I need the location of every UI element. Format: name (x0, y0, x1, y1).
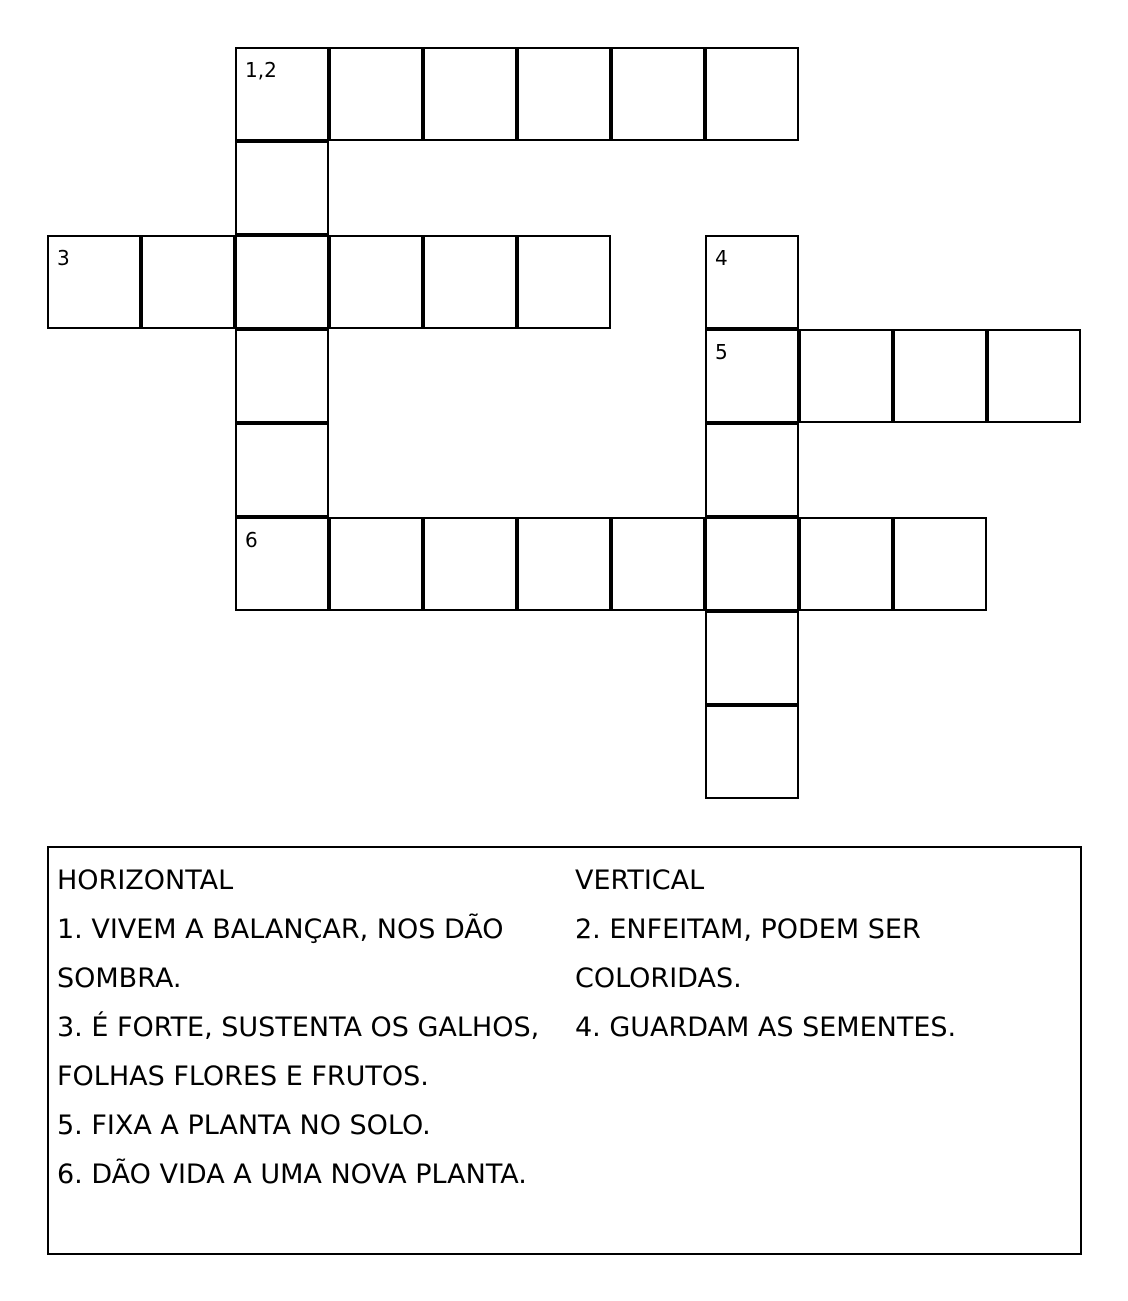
crossword-cell[interactable] (423, 517, 517, 611)
crossword-cell[interactable] (705, 423, 799, 517)
crossword-cell[interactable] (799, 517, 893, 611)
horizontal-heading: HORIZONTAL (57, 865, 234, 896)
clues-box (47, 846, 1082, 1255)
crossword-cell[interactable] (235, 235, 329, 329)
vertical-clue-line: COLORIDAS. (575, 963, 742, 994)
crossword-cell[interactable] (517, 47, 611, 141)
crossword-cell[interactable] (47, 235, 141, 329)
crossword-cell[interactable] (517, 517, 611, 611)
crossword-cell[interactable] (235, 329, 329, 423)
crossword-cell[interactable] (893, 329, 987, 423)
crossword-cell[interactable] (799, 329, 893, 423)
crossword-cell[interactable] (705, 235, 799, 329)
crossword-cell[interactable] (329, 517, 423, 611)
horizontal-clues (57, 856, 557, 1199)
crossword-cell[interactable] (235, 423, 329, 517)
crossword-cell[interactable] (235, 517, 329, 611)
crossword-cell[interactable] (705, 517, 799, 611)
crossword-cell[interactable] (329, 47, 423, 141)
vertical-heading: VERTICAL (575, 865, 705, 896)
vertical-clue-line: 2. ENFEITAM, PODEM SER (575, 914, 921, 945)
crossword-cell[interactable] (423, 47, 517, 141)
clue-number: 1,2 (245, 58, 277, 82)
crossword-cell[interactable] (987, 329, 1081, 423)
vertical-clue-line: 4. GUARDAM AS SEMENTES. (575, 1012, 957, 1043)
crossword-cell[interactable] (893, 517, 987, 611)
crossword-cell[interactable] (705, 329, 799, 423)
crossword-cell[interactable] (329, 235, 423, 329)
horizontal-clue-line: 5. FIXA A PLANTA NO SOLO. (57, 1110, 431, 1141)
crossword-cell[interactable] (611, 517, 705, 611)
crossword-cell[interactable] (705, 611, 799, 705)
clue-number: 5 (715, 340, 728, 364)
crossword-cell[interactable] (517, 235, 611, 329)
horizontal-clue-line: 3. É FORTE, SUSTENTA OS GALHOS, (57, 1012, 540, 1043)
horizontal-clue-line: 1. VIVEM A BALANÇAR, NOS DÃO (57, 914, 504, 945)
crossword-cell[interactable] (141, 235, 235, 329)
crossword-cell[interactable] (423, 235, 517, 329)
horizontal-clue-line: 6. DÃO VIDA A UMA NOVA PLANTA. (57, 1159, 527, 1190)
crossword-cell[interactable] (611, 47, 705, 141)
horizontal-clue-line: FOLHAS FLORES E FRUTOS. (57, 1061, 429, 1092)
clue-number: 3 (57, 246, 70, 270)
crossword-cell[interactable] (705, 47, 799, 141)
vertical-clues (575, 856, 1075, 1052)
crossword-cell[interactable] (235, 141, 329, 235)
clue-number: 4 (715, 246, 728, 270)
horizontal-clue-line: SOMBRA. (57, 963, 182, 994)
clue-number: 6 (245, 528, 258, 552)
crossword-cell[interactable] (235, 47, 329, 141)
crossword-cell[interactable] (705, 705, 799, 799)
